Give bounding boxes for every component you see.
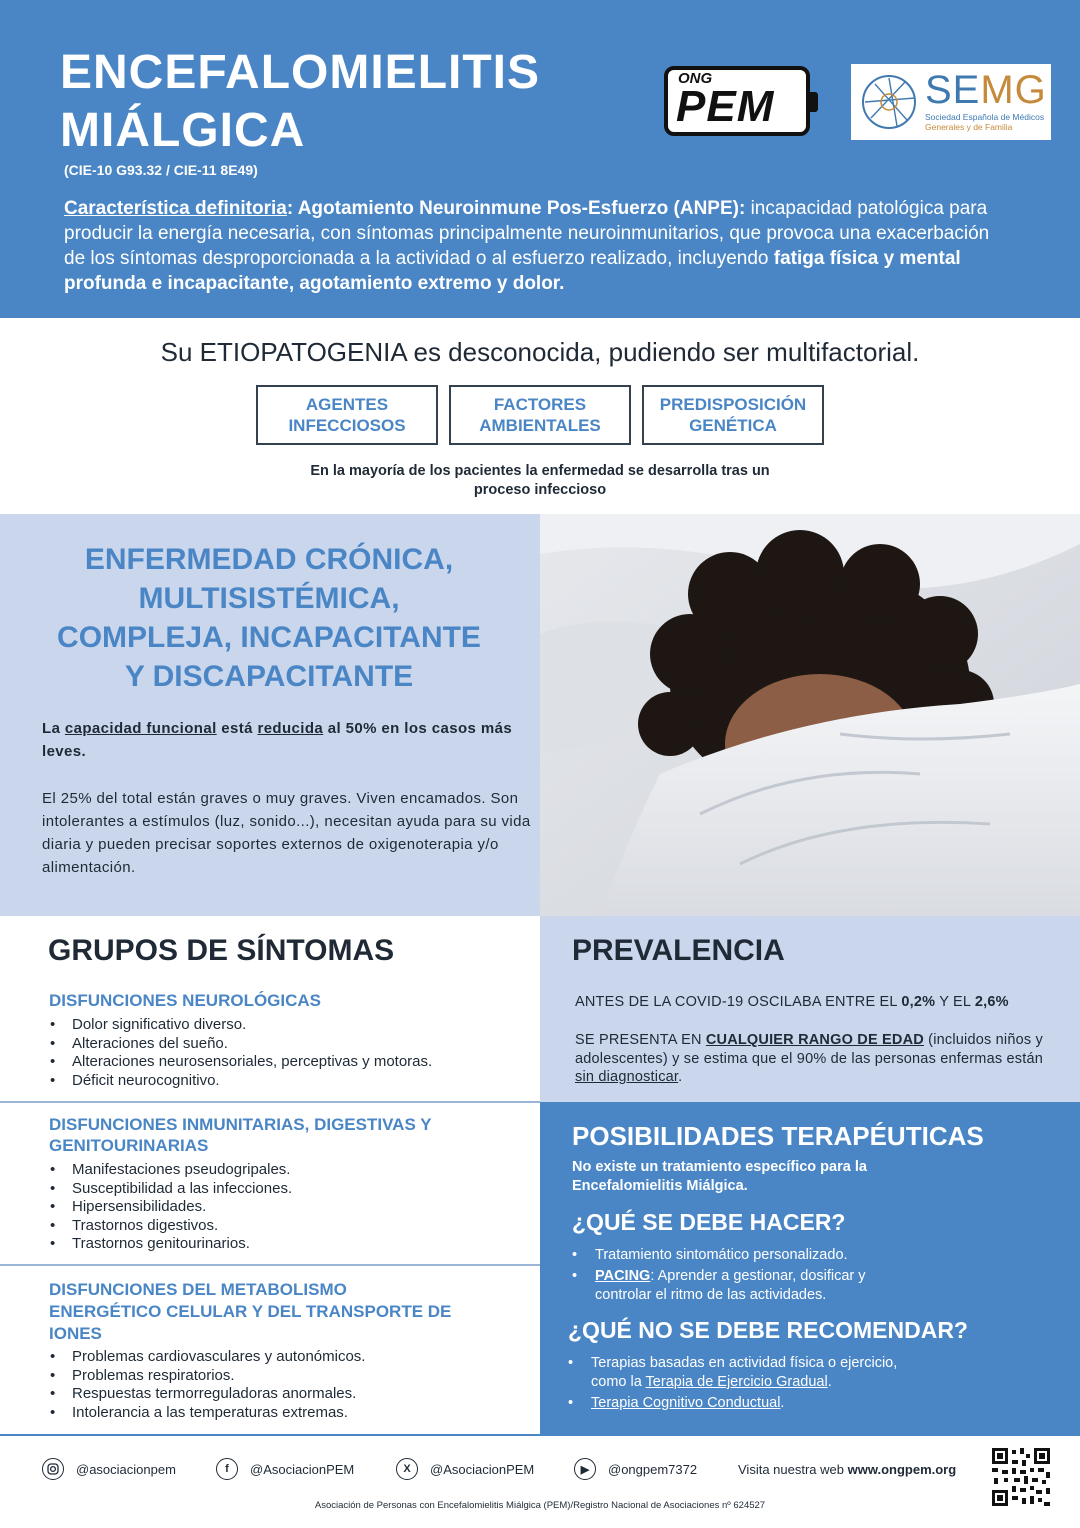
list-item: • Trastornos genitourinarios.	[48, 1235, 528, 1254]
definition-text	[64, 196, 994, 296]
instagram-link[interactable]	[42, 1458, 176, 1480]
capacity-text	[42, 717, 522, 763]
get-term: Terapia de Ejercicio Gradual	[645, 1374, 828, 1390]
page-title	[60, 44, 660, 160]
prevalence-text: .	[678, 1069, 683, 1085]
chronic-title-line: Y DISCAPACITANTE	[124, 660, 414, 693]
prevalence-min: 0,2%	[901, 994, 936, 1010]
semg-acronym	[925, 68, 1047, 113]
title-line-2: MIÁLGICA	[60, 104, 306, 157]
prevalence-title: PREVALENCIA	[572, 934, 785, 967]
cause-box-line2: INFECCIOSOS	[288, 416, 406, 435]
definition-colon: :	[286, 198, 294, 219]
etiopatogenia-note: En la mayoría de los pacientes la enfermedad se desarrolla tras un proceso infeccioso	[310, 463, 770, 498]
list-item: • Problemas cardiovasculares y autonómicos.	[48, 1348, 528, 1367]
therapy-title: POSIBILIDADES TERAPÉUTICAS	[572, 1121, 984, 1151]
chronic-title-line: COMPLEJA, INCAPACITANTE	[57, 621, 481, 654]
prevalence-age	[575, 1031, 1055, 1087]
definition-label: Característica definitoria	[64, 198, 287, 219]
ong-pem-logo	[664, 66, 810, 136]
prevalence-range	[575, 994, 1055, 1010]
x-handle: @AsociacionPEM	[430, 1461, 535, 1477]
group-title-neurological: DISFUNCIONES NEUROLÓGICAS	[49, 991, 322, 1010]
cause-box-environmental	[449, 385, 631, 445]
battery-tip-icon	[810, 92, 818, 112]
disease-codes: (CIE-10 G93.32 / CIE-11 8E49)	[64, 162, 258, 178]
footer-divider	[0, 1434, 1080, 1436]
capacity-part: está	[216, 720, 258, 737]
definition-body: incapacidad patológica para producir la energía necesaria, con síntomas principalmente neuroinmunitarios, que provoca una exacerbación de los síntomas desproporcionada a la actividad o al esfuerzo realizado, incluyendo	[64, 198, 990, 269]
list-item: • Manifestaciones pseudogripales.	[48, 1161, 528, 1180]
therapy-note: No existe un tratamiento específico para la Encefalomielitis Miálgica.	[572, 1159, 867, 1194]
tcc-term: Terapia Cognitivo Conductual	[591, 1395, 781, 1411]
list-item: • Tratamiento sintomático personalizado.	[572, 1246, 902, 1265]
chronic-title-line: ENFERMEDAD CRÓNICA,	[84, 543, 454, 576]
facebook-handle: @AsociacionPEM	[250, 1461, 355, 1477]
capacity-part: al 50% en los casos más leves.	[42, 720, 513, 760]
semg-logo	[851, 64, 1051, 140]
prevalence-age-range: CUALQUIER RANGO DE EDAD	[705, 1032, 924, 1048]
prevalence-text: Y EL	[935, 994, 975, 1010]
semg-acronym-b: MG	[980, 68, 1047, 112]
dont-text: .	[827, 1374, 832, 1390]
immune-list	[48, 1161, 528, 1254]
cause-box-line2: GENÉTICA	[689, 416, 777, 435]
x-icon: X	[396, 1458, 418, 1480]
cause-box-infectious	[256, 385, 438, 445]
ong-logo-big-text: PEM	[676, 82, 775, 131]
list-item: • Intolerancia a las temperaturas extremas.	[48, 1404, 528, 1423]
list-item: • Dolor significativo diverso.	[48, 1016, 528, 1035]
ong-logo-small-text: ONG	[678, 70, 713, 87]
prevalence-text: SE PRESENTA EN	[575, 1032, 706, 1048]
capacity-underlined: reducida	[257, 720, 324, 737]
association-registry: Asociación de Personas con Encefalomielitis Miálgica (PEM)/Registro Nacional de Asociaciones nº 624527	[314, 1500, 766, 1511]
symptoms-title: GRUPOS DE SÍNTOMAS	[48, 934, 395, 967]
semg-subtitle-line2: Generales y de Familia	[925, 122, 1013, 132]
cause-box-line1: AGENTES	[305, 395, 389, 414]
pacing-text: : Aprender a gestionar, dosificar y controlar el ritmo de las actividades.	[595, 1268, 866, 1303]
list-item: • Respuestas termorreguladoras anormales.	[48, 1385, 528, 1404]
cause-box-genetic	[642, 385, 824, 445]
website-url: www.ongpem.org	[847, 1462, 957, 1477]
list-item: • Susceptibilidad a las infecciones.	[48, 1180, 528, 1199]
website-link[interactable]	[738, 1462, 956, 1477]
group-title-immune: DISFUNCIONES INMUNITARIAS, DIGESTIVAS Y GENITOURINARIAS	[49, 1115, 432, 1155]
neurological-list	[48, 1016, 528, 1090]
cause-box-line2: AMBIENTALES	[479, 416, 601, 435]
capacity-part: La	[42, 720, 65, 737]
do-list	[572, 1246, 902, 1307]
capacity-underlined: capacidad funcional	[64, 720, 217, 737]
pacing-term: PACING	[595, 1268, 651, 1284]
dont-title: ¿QUÉ NO SE DEBE RECOMENDAR?	[568, 1317, 968, 1343]
list-item: • Trastornos digestivos.	[48, 1217, 528, 1236]
definition-highlight: fatiga física y mental profunda e incapacitante, agotamiento extremo y dolor.	[64, 248, 961, 294]
list-item	[568, 1354, 928, 1392]
semg-subtitle	[925, 112, 1044, 132]
list-item: • Alteraciones del sueño.	[48, 1035, 528, 1054]
cause-box-line1: PREDISPOSICIÓN	[659, 395, 807, 414]
qr-code-icon	[990, 1446, 1052, 1508]
sleeping-person-photo	[540, 514, 1080, 916]
facebook-link[interactable]	[216, 1458, 354, 1480]
prevalence-undiagnosed: sin diagnosticar	[575, 1069, 679, 1085]
prevalence-max: 2,6%	[974, 994, 1009, 1010]
definition-term: Agotamiento Neuroinmune Pos-Esfuerzo (ANPE):	[293, 198, 746, 219]
divider	[0, 1101, 540, 1103]
metabolism-list	[48, 1348, 528, 1422]
etiopatogenia-title: Su ETIOPATOGENIA es desconocida, pudiendo ser multifactorial.	[160, 337, 920, 367]
youtube-icon: ▶	[574, 1458, 596, 1480]
list-item: • Déficit neurocognitivo.	[48, 1072, 528, 1091]
dont-text: .	[780, 1395, 785, 1411]
prevalence-text: ANTES DE LA COVID-19 OSCILABA ENTRE EL	[575, 994, 902, 1010]
chronic-title	[30, 540, 508, 696]
x-link[interactable]	[396, 1458, 534, 1480]
do-title: ¿QUÉ SE DEBE HACER?	[572, 1209, 846, 1235]
semg-emblem-icon	[857, 72, 921, 132]
list-item: • Alteraciones neurosensoriales, perceptivas y motoras.	[48, 1053, 528, 1072]
title-line-1: ENCEFALOMIELITIS	[60, 46, 541, 99]
list-item: • Hipersensibilidades.	[48, 1198, 528, 1217]
facebook-icon: f	[216, 1458, 238, 1480]
severe-cases-text: El 25% del total están graves o muy graves. Viven encamados. Son intolerantes a estímulos (luz, sonido...), necesitan ayuda para su vida diaria y pueden precisar soportes externos de oxigenoterapia y/o alimentación.	[42, 790, 531, 876]
divider	[0, 1264, 540, 1266]
group-title-metabolism: DISFUNCIONES DEL METABOLISMO ENERGÉTICO CELULAR Y DEL TRANSPORTE DE IONES	[49, 1280, 452, 1343]
youtube-link[interactable]	[574, 1458, 697, 1480]
list-item: • Problemas respiratorios.	[48, 1367, 528, 1386]
list-item	[568, 1394, 928, 1413]
prevalence-text: (incluidos niños y adolescentes) y se estima que el 90% de las personas enfermas están	[575, 1032, 1044, 1067]
instagram-icon	[42, 1458, 64, 1480]
cause-box-line1: FACTORES	[493, 395, 587, 414]
website-label: Visita nuestra web	[738, 1462, 848, 1477]
dont-list	[568, 1354, 928, 1415]
semg-acronym-a: SE	[925, 68, 981, 112]
chronic-title-line: MULTISISTÉMICA,	[138, 582, 400, 615]
instagram-handle: @asociacionpem	[76, 1461, 176, 1477]
list-item	[572, 1267, 902, 1305]
youtube-handle: @ongpem7372	[608, 1461, 698, 1477]
semg-subtitle-line1: Sociedad Española de Médicos	[925, 112, 1045, 122]
dont-text: Terapias basadas en actividad física o ejercicio, como la	[591, 1355, 898, 1390]
